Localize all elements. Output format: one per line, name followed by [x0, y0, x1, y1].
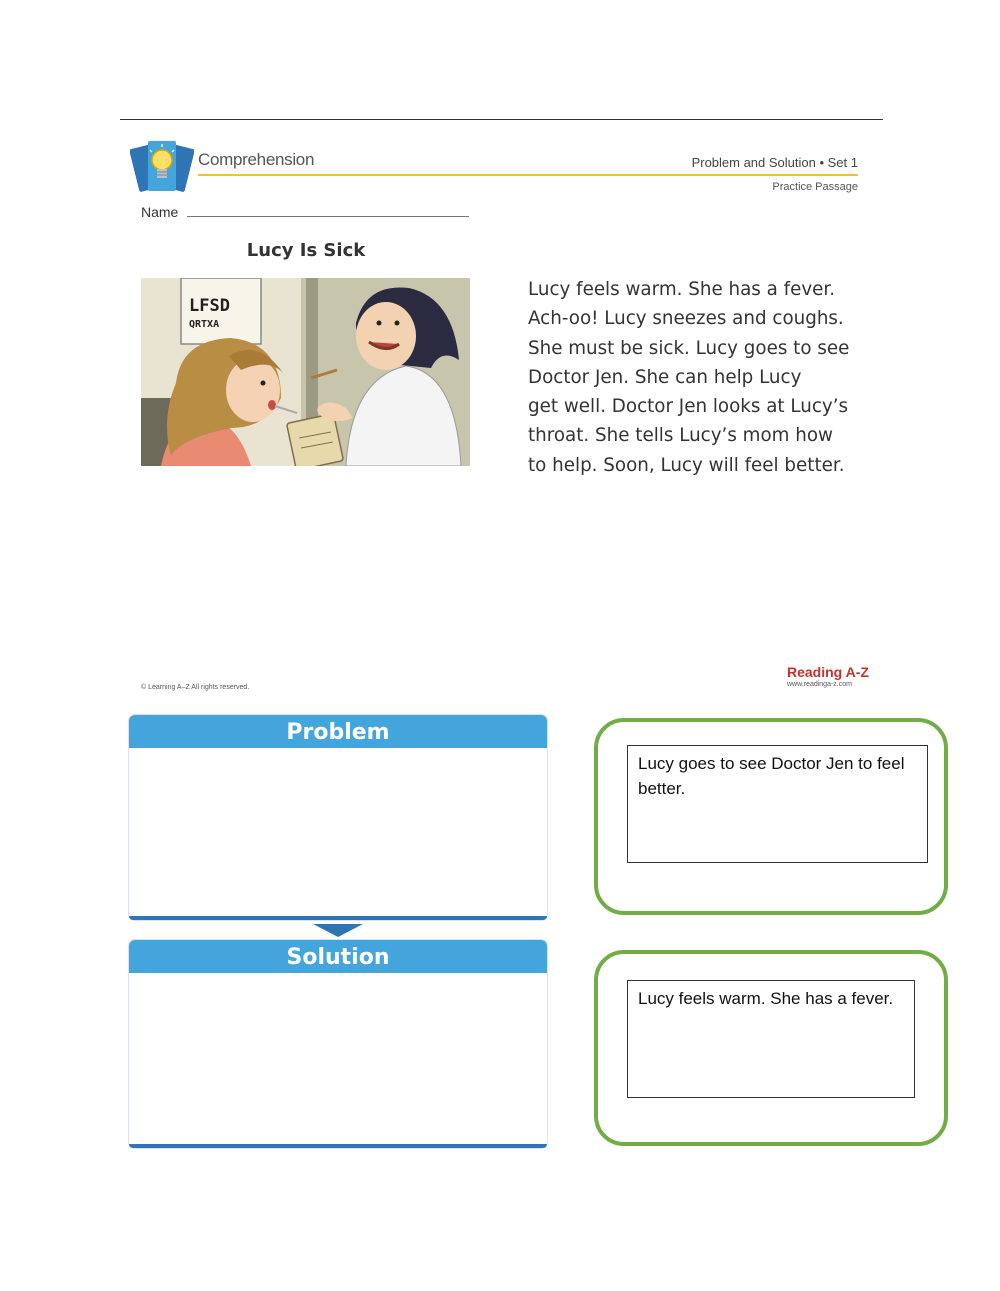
- answer-card-1[interactable]: [594, 718, 948, 915]
- reading-az-url: www.readinga-z.com: [787, 681, 852, 688]
- story-title: Lucy Is Sick: [246, 240, 366, 261]
- passage-line: She must be sick. Lucy goes to see: [528, 337, 850, 359]
- passage-line: Lucy feels warm. She has a fever.: [528, 279, 836, 300]
- answer-text-box[interactable]: Lucy feels warm. She has a fever.: [627, 980, 915, 1098]
- problem-box-border: [129, 916, 547, 920]
- name-label: Name: [141, 204, 179, 220]
- set-label: Problem and Solution • Set 1: [691, 155, 858, 170]
- name-line: [187, 216, 469, 217]
- solution-header: Solution: [129, 940, 547, 973]
- passage-line: get well. Doctor Jen looks at Lucy’s: [528, 396, 849, 418]
- answer-text-box[interactable]: Lucy goes to see Doctor Jen to feel better.: [627, 745, 928, 863]
- doctor-illustration: [141, 278, 470, 466]
- arrow-down-icon: [313, 924, 363, 937]
- reading-az-logo: [787, 664, 869, 688]
- solution-box[interactable]: [129, 940, 547, 1148]
- reading-az-name: Reading A-Z: [787, 664, 869, 680]
- top-divider: [120, 119, 883, 120]
- brand-title: Comprehension: [198, 150, 315, 169]
- passage-line: Doctor Jen. She can help Lucy: [528, 366, 802, 388]
- copyright-text: © Learning A–Z All rights reserved.: [141, 684, 250, 691]
- solution-box-border: [129, 1144, 547, 1148]
- story-passage: [528, 275, 888, 480]
- passage-line: Ach-oo! Lucy sneezes and coughs.: [528, 308, 844, 330]
- passage-line: throat. She tells Lucy’s mom how: [528, 425, 834, 447]
- header-rule: [198, 174, 858, 176]
- eye-chart-row-2: QRTXA: [189, 319, 220, 330]
- passage-type-label: Practice Passage: [772, 181, 858, 193]
- problem-header: Problem: [129, 715, 547, 748]
- eye-chart-row-1: LFSD: [189, 296, 230, 316]
- lightbulb-cards-icon: [130, 138, 194, 196]
- problem-box[interactable]: [129, 715, 547, 920]
- passage-line: to help. Soon, Lucy will feel better.: [528, 454, 845, 476]
- answer-card-2[interactable]: [594, 950, 948, 1146]
